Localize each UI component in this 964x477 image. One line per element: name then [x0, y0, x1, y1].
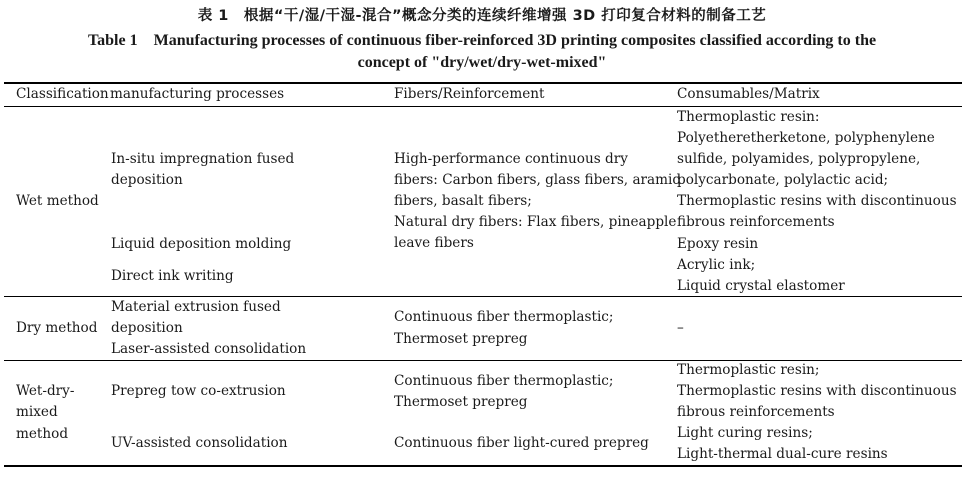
process-dry-1-line-1: Material extrusion fused — [111, 299, 281, 315]
matrix-mixed-line-2: Thermoplastic resins with discontinuous — [677, 383, 957, 399]
table-caption-chinese: 表 1 根据“干/湿/干湿-混合”概念分类的连续纤维增强 3D 打印复合材料的制备工艺 — [197, 8, 767, 24]
matrix-mixed-line-1: Thermoplastic resin; — [677, 362, 820, 378]
matrix-wet-line-4: polycarbonate, polylactic acid; — [677, 172, 889, 188]
process-mixed-1: Prepreg tow co-extrusion — [111, 383, 286, 399]
matrix-wet-line-5: Thermoplastic resins with discontinuous — [677, 193, 957, 209]
matrix-wet-line-8: Acrylic ink; — [677, 257, 756, 273]
classification-dry: Dry method — [16, 320, 98, 336]
fibers-wet-line-1: High-performance continuous dry — [394, 151, 628, 167]
matrix-wet-line-3: sulfide, polyamides, polypropylene, — [677, 151, 921, 167]
classification-mixed-line-3: method — [16, 426, 69, 442]
process-wet-2: Liquid deposition molding — [111, 236, 292, 252]
matrix-wet-line-7: Epoxy resin — [677, 236, 759, 252]
process-dry-2: Laser-assisted consolidation — [111, 341, 307, 357]
matrix-mixed-line-5: Light-thermal dual-cure resins — [677, 446, 888, 462]
matrix-wet-line-2: Polyetheretherketone, polyphenylene — [677, 130, 935, 146]
header-classification: Classification — [16, 86, 109, 102]
fibers-wet-line-2: fibers: Carbon fibers, glass fibers, aramid — [394, 172, 682, 188]
table-caption-english — [50, 30, 914, 74]
process-wet-3: Direct ink writing — [111, 268, 234, 284]
process-wet-1-line-2: deposition — [111, 172, 183, 188]
fibers-mixed-line-2: Thermoset prepreg — [394, 394, 528, 410]
matrix-dry: – — [677, 320, 684, 336]
fibers-mixed-line-1: Continuous fiber thermoplastic; — [394, 373, 614, 389]
matrix-wet-line-1: Thermoplastic resin: — [677, 109, 820, 125]
fibers-wet-line-3: fibers, basalt fibers; — [394, 193, 532, 209]
process-mixed-2: UV-assisted consolidation — [111, 435, 288, 451]
classification-wet: Wet method — [16, 193, 99, 209]
matrix-wet-line-9: Liquid crystal elastomer — [677, 278, 845, 294]
classification-mixed-line-1: Wet-dry- — [16, 383, 75, 399]
fibers-dry-line-1: Continuous fiber thermoplastic; — [394, 309, 614, 325]
header-fibers-reinforcement: Fibers/Reinforcement — [394, 86, 545, 102]
header-manufacturing-processes: manufacturing processes — [110, 86, 285, 102]
fibers-wet-line-5: leave fibers — [394, 235, 474, 251]
matrix-mixed-line-3: fibrous reinforcements — [677, 404, 835, 420]
header-consumables-matrix: Consumables/Matrix — [677, 86, 820, 102]
fibers-wet-line-4: Natural dry fibers: Flax fibers, pineapple — [394, 214, 677, 230]
matrix-wet-line-6: fibrous reinforcements — [677, 214, 835, 230]
table-caption-english-line-1: Table 1 Manufacturing processes of continuous fiber-reinforced 3D printing composites classified according to the — [87, 32, 877, 49]
matrix-mixed-line-4: Light curing resins; — [677, 425, 813, 441]
process-dry-1-line-2: deposition — [111, 320, 183, 336]
fibers-mixed-line-3: Continuous fiber light-cured prepreg — [394, 435, 649, 451]
table-caption-english-line-2: concept of "dry/wet/dry-wet-mixed" — [357, 54, 607, 71]
process-wet-1-line-1: In-situ impregnation fused — [111, 151, 295, 167]
fibers-dry-line-2: Thermoset prepreg — [394, 331, 528, 347]
table-bottom-rule — [4, 465, 962, 467]
classification-mixed-line-2: mixed — [16, 404, 58, 420]
